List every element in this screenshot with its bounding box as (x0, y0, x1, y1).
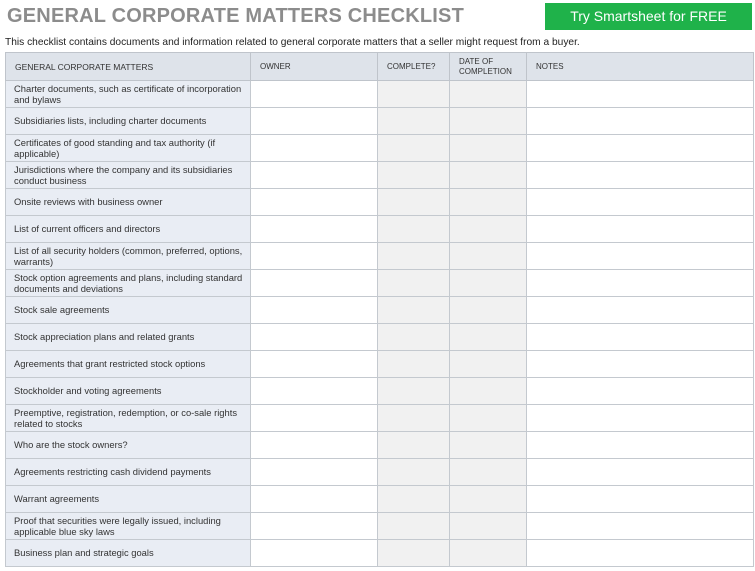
notes-cell[interactable] (527, 378, 754, 405)
checklist-item-label: Certificates of good standing and tax authority (if applicable) (6, 135, 251, 162)
complete-cell[interactable] (378, 459, 450, 486)
notes-cell[interactable] (527, 108, 754, 135)
date-of-completion-cell[interactable] (450, 162, 527, 189)
checklist-table (5, 52, 754, 567)
complete-cell[interactable] (378, 513, 450, 540)
checklist-item-label: Charter documents, such as certificate of incorporation and bylaws (6, 81, 251, 108)
checklist-item-label: Stock appreciation plans and related grants (6, 324, 251, 351)
table-row (6, 162, 754, 189)
date-of-completion-cell[interactable] (450, 351, 527, 378)
owner-cell[interactable] (251, 432, 378, 459)
checklist-item-label: Jurisdictions where the company and its subsidiaries conduct business (6, 162, 251, 189)
notes-cell[interactable] (527, 486, 754, 513)
checklist-item-label: Proof that securities were legally issued, including applicable blue sky laws (6, 513, 251, 540)
notes-cell[interactable] (527, 540, 754, 567)
table-row (6, 297, 754, 324)
column-header-notes: NOTES (527, 53, 754, 81)
notes-cell[interactable] (527, 189, 754, 216)
owner-cell[interactable] (251, 459, 378, 486)
owner-cell[interactable] (251, 324, 378, 351)
checklist-item-label: Warrant agreements (6, 486, 251, 513)
date-of-completion-cell[interactable] (450, 297, 527, 324)
table-row (6, 270, 754, 297)
notes-cell[interactable] (527, 351, 754, 378)
table-row (6, 405, 754, 432)
owner-cell[interactable] (251, 540, 378, 567)
date-of-completion-cell[interactable] (450, 135, 527, 162)
complete-cell[interactable] (378, 351, 450, 378)
owner-cell[interactable] (251, 297, 378, 324)
checklist-item-label: Who are the stock owners? (6, 432, 251, 459)
table-row (6, 459, 754, 486)
table-row (6, 324, 754, 351)
table-row (6, 540, 754, 567)
table-header-row (6, 53, 754, 81)
notes-cell[interactable] (527, 135, 754, 162)
table-row (6, 243, 754, 270)
complete-cell[interactable] (378, 162, 450, 189)
owner-cell[interactable] (251, 270, 378, 297)
complete-cell[interactable] (378, 135, 450, 162)
notes-cell[interactable] (527, 432, 754, 459)
owner-cell[interactable] (251, 486, 378, 513)
checklist-item-label: Agreements restricting cash dividend payments (6, 459, 251, 486)
table-row (6, 216, 754, 243)
complete-cell[interactable] (378, 432, 450, 459)
date-of-completion-cell[interactable] (450, 270, 527, 297)
checklist-item-label: Subsidiaries lists, including charter documents (6, 108, 251, 135)
checklist-item-label: Stock sale agreements (6, 297, 251, 324)
complete-cell[interactable] (378, 270, 450, 297)
notes-cell[interactable] (527, 216, 754, 243)
table-row (6, 351, 754, 378)
column-header-date: DATE OF COMPLETION (450, 53, 527, 81)
date-of-completion-cell[interactable] (450, 243, 527, 270)
date-of-completion-cell[interactable] (450, 540, 527, 567)
owner-cell[interactable] (251, 135, 378, 162)
table-row (6, 432, 754, 459)
complete-cell[interactable] (378, 324, 450, 351)
page-title: GENERAL CORPORATE MATTERS CHECKLIST (7, 5, 465, 27)
complete-cell[interactable] (378, 81, 450, 108)
complete-cell[interactable] (378, 405, 450, 432)
table-body (6, 81, 754, 567)
date-of-completion-cell[interactable] (450, 324, 527, 351)
complete-cell[interactable] (378, 540, 450, 567)
date-of-completion-cell[interactable] (450, 189, 527, 216)
notes-cell[interactable] (527, 81, 754, 108)
notes-cell[interactable] (527, 162, 754, 189)
owner-cell[interactable] (251, 216, 378, 243)
checklist-item-label: List of current officers and directors (6, 216, 251, 243)
complete-cell[interactable] (378, 486, 450, 513)
complete-cell[interactable] (378, 108, 450, 135)
checklist-item-label: Preemptive, registration, redemption, or co-sale rights related to stocks (6, 405, 251, 432)
date-of-completion-cell[interactable] (450, 378, 527, 405)
checklist-item-label: Stock option agreements and plans, including standard documents and deviations (6, 270, 251, 297)
date-of-completion-cell[interactable] (450, 432, 527, 459)
owner-cell[interactable] (251, 189, 378, 216)
complete-cell[interactable] (378, 297, 450, 324)
column-header-owner: OWNER (251, 53, 378, 81)
notes-cell[interactable] (527, 513, 754, 540)
page-description: This checklist contains documents and information related to general corporate matters that a seller might request from a buyer. (5, 37, 580, 48)
table-row (6, 486, 754, 513)
checklist-item-label: Business plan and strategic goals (6, 540, 251, 567)
date-of-completion-cell[interactable] (450, 405, 527, 432)
notes-cell[interactable] (527, 405, 754, 432)
table-row (6, 378, 754, 405)
checklist-item-label: Stockholder and voting agreements (6, 378, 251, 405)
date-of-completion-cell[interactable] (450, 81, 527, 108)
table-row (6, 81, 754, 108)
complete-cell[interactable] (378, 378, 450, 405)
notes-cell[interactable] (527, 243, 754, 270)
owner-cell[interactable] (251, 81, 378, 108)
owner-cell[interactable] (251, 405, 378, 432)
owner-cell[interactable] (251, 162, 378, 189)
checklist-item-label: List of all security holders (common, preferred, options, warrants) (6, 243, 251, 270)
notes-cell[interactable] (527, 324, 754, 351)
complete-cell[interactable] (378, 243, 450, 270)
notes-cell[interactable] (527, 270, 754, 297)
complete-cell[interactable] (378, 189, 450, 216)
date-of-completion-cell[interactable] (450, 486, 527, 513)
owner-cell[interactable] (251, 108, 378, 135)
date-of-completion-cell[interactable] (450, 513, 527, 540)
table-row (6, 513, 754, 540)
checklist-item-label: Onsite reviews with business owner (6, 189, 251, 216)
owner-cell[interactable] (251, 513, 378, 540)
owner-cell[interactable] (251, 243, 378, 270)
try-smartsheet-button[interactable]: Try Smartsheet for FREE (545, 3, 752, 30)
notes-cell[interactable] (527, 459, 754, 486)
date-of-completion-cell[interactable] (450, 108, 527, 135)
table-row (6, 108, 754, 135)
owner-cell[interactable] (251, 378, 378, 405)
checklist-item-label: Agreements that grant restricted stock options (6, 351, 251, 378)
date-of-completion-cell[interactable] (450, 459, 527, 486)
table-row (6, 189, 754, 216)
table-row (6, 135, 754, 162)
column-header-matters: GENERAL CORPORATE MATTERS (6, 53, 251, 81)
complete-cell[interactable] (378, 216, 450, 243)
notes-cell[interactable] (527, 297, 754, 324)
column-header-complete: COMPLETE? (378, 53, 450, 81)
date-of-completion-cell[interactable] (450, 216, 527, 243)
owner-cell[interactable] (251, 351, 378, 378)
